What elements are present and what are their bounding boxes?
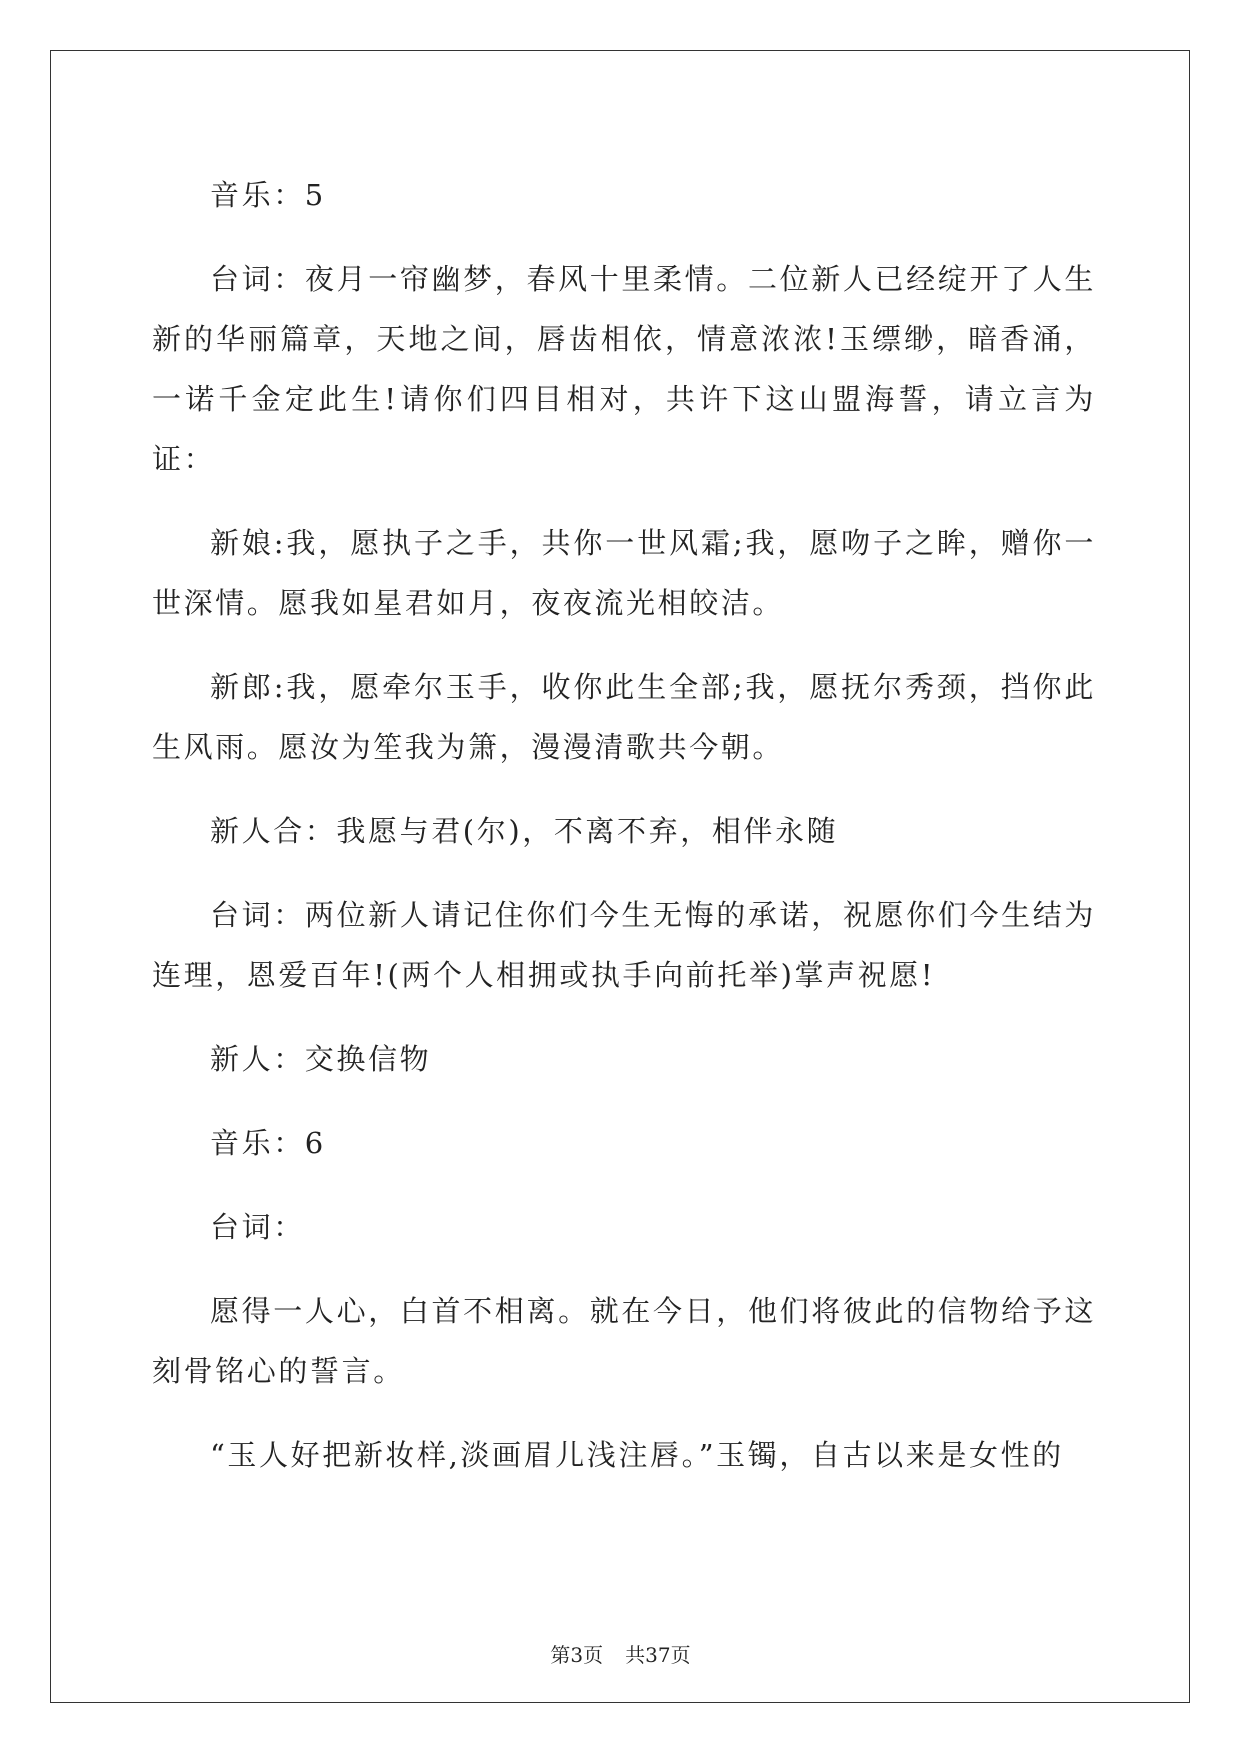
- paragraph-exchange-tokens: 新人：交换信物: [210, 1042, 432, 1076]
- paragraph-music-6: 音乐：6: [210, 1126, 326, 1160]
- paragraph-host-lines-2: 台词：两位新人请记住你们今生无悔的承诺，祝愿你们今生结为连理，恩爱百年!(两个人相拥或执手向前托举)掌声祝愿!: [152, 898, 1096, 992]
- paragraph-music-5: 音乐：5: [210, 178, 326, 212]
- page-total: 共37页: [625, 1643, 691, 1667]
- paragraph-couple-vow: 新人合：我愿与君(尔)，不离不弃，相伴永随: [210, 814, 839, 848]
- paragraph-host-lines-1: 台词：夜月一帘幽梦，春风十里柔情。二位新人已经绽开了人生新的华丽篇章，天地之间，唇齿相依，情意浓浓!玉缥缈，暗香涌，一诺千金定此生!请你们四目相对，共许下这山盟海誓，请立言为证：: [152, 262, 1096, 476]
- paragraph-host-lines-3: 愿得一人心，白首不相离。就在今日，他们将彼此的信物给予这刻骨铭心的誓言。: [152, 1294, 1096, 1388]
- paragraph-groom-vow: 新郎:我，愿牵尔玉手，收你此生全部;我，愿抚尔秀颈，挡你此生风雨。愿汝为笙我为箫，漫漫清歌共今朝。: [152, 670, 1096, 764]
- document-body: [152, 165, 1096, 1509]
- page-footer: [0, 1639, 1241, 1668]
- page-number: 第3页: [550, 1643, 604, 1667]
- paragraph-bride-vow: 新娘:我，愿执子之手，共你一世风霜;我，愿吻子之眸，赠你一世深情。愿我如星君如月，夜夜流光相皎洁。: [152, 526, 1096, 620]
- paragraph-host-label: 台词：: [210, 1210, 305, 1244]
- paragraph-jade-bracelet: “玉人好把新妆样,淡画眉儿浅注唇。”玉镯，自古以来是女性的: [210, 1438, 1064, 1472]
